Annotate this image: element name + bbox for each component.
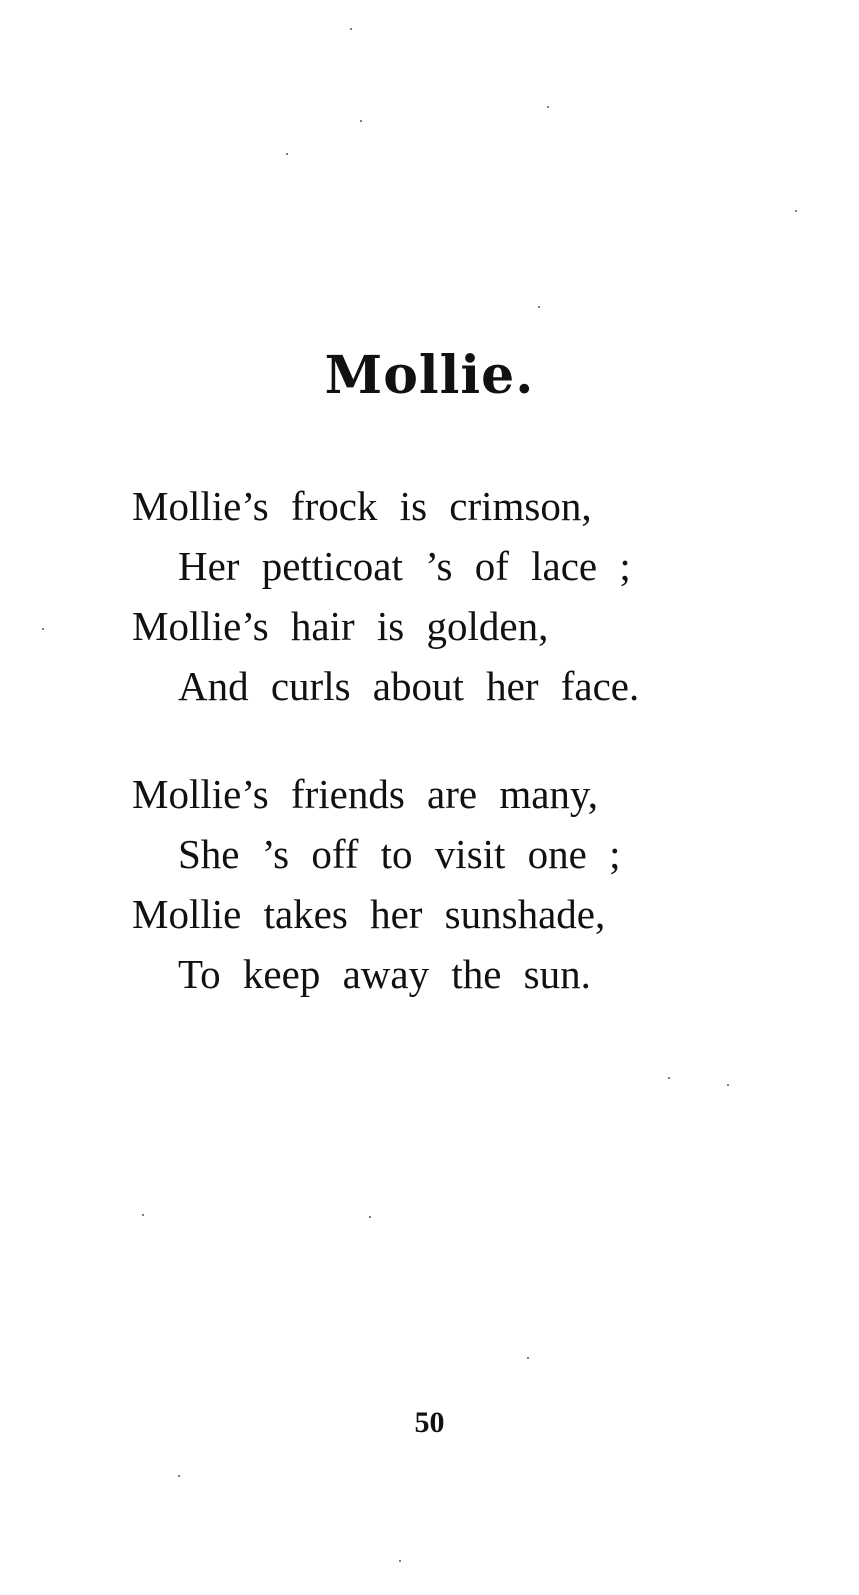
scan-speck [547,106,549,108]
scan-speck [795,210,797,212]
poem-line: Mollie’s friends are many, [132,771,598,817]
poem-line: Mollie’s frock is crimson, [132,483,592,529]
poem-line: Mollie’s hair is golden, [132,603,549,649]
scan-speck [350,28,352,30]
poem-line: To keep away the sun. [178,951,591,997]
scan-speck [360,120,362,122]
poem-line: Her petticoat ’s of lace ; [178,543,631,589]
stanza-2 [132,764,772,1004]
page-number: 50 [414,1406,445,1439]
scan-speck [178,1475,180,1477]
poem-title: Mollie. [324,345,535,406]
scan-speck [727,1084,729,1086]
scan-speck [369,1216,371,1218]
scan-speck [668,1077,670,1079]
poem-line: Mollie takes her sunshade, [132,891,606,937]
poem-line: And curls about her face. [178,663,640,709]
scan-speck [399,1560,401,1562]
stanza-1 [132,476,772,716]
scan-speck [538,306,540,308]
poem-line: She ’s off to visit one ; [178,831,621,877]
scan-speck [527,1357,529,1359]
scan-speck [42,628,44,630]
scan-speck [142,1214,144,1216]
scan-speck [286,153,288,155]
